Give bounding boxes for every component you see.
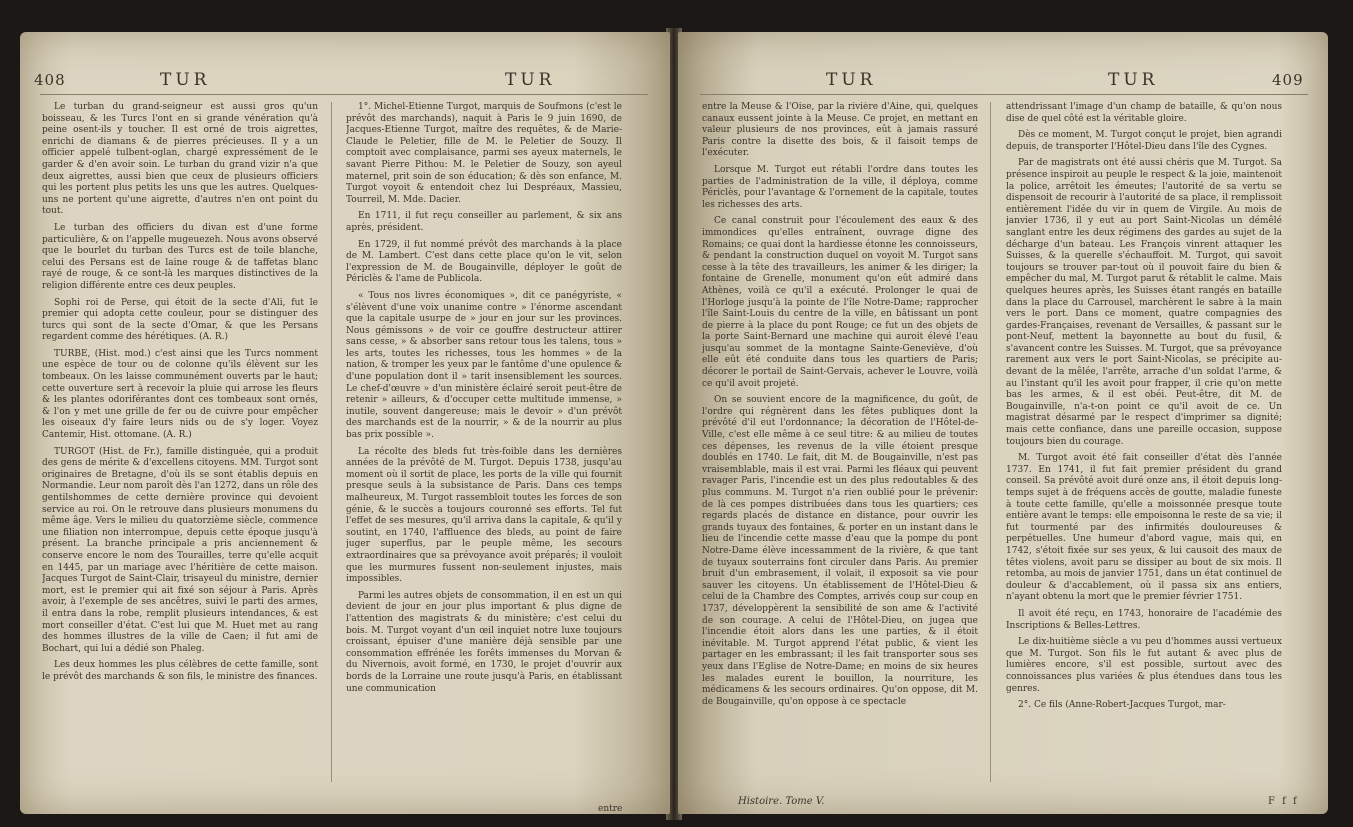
paragraph: La récolte des bleds fut très-foible dans les dernières années de la prévôté de M. Turgot. Depuis 1738, jusqu'au moment où il sortit de place, les ports de la ville qui fournit presque seuls à la subsistance de Paris. Dans ces temps malheureux, M. Turgot rassembloit toutes les forces de son génie, & le succès a toujours couronné ses efforts. Tel fut l'effet de ses mesures, qu'il arriva dans la capitale, & qu'il y soutint, en 1740, l'affluence des bleds, au point de faire juger superflus, par le peuple même, les secours extraordinaires que sa prévoyance avoit préparés; il vouloit que les murmures fussent non-seulement injustes, mais impossibles. bbox=[346, 446, 622, 585]
right-running-head-a: TUR bbox=[826, 70, 877, 90]
left-page bbox=[20, 32, 670, 814]
paragraph: 2°. Ce fils (Anne-Robert-Jacques Turgot, mar- bbox=[1018, 700, 1226, 711]
paragraph: entre la Meuse & l'Oise, par la rivière d'Aine, qui, quelques canaux eussent jointe à la Meuse. Ce projet, en mettant en valeur plusieurs de nos provinces, eût à jamais rassuré Paris contre la disette des bois, & il faisoit temps de l'exécuter. bbox=[702, 102, 978, 159]
paragraph: Lorsque M. Turgot eut rétabli l'ordre dans toutes les parties de l'administration de la ville, il déploya, comme Périclès, pour l'avantage & l'ornement de la capitale, toutes les richesses des arts. bbox=[702, 164, 978, 210]
right-running-head-b: TUR bbox=[1108, 70, 1159, 90]
left-running-head-b: TUR bbox=[505, 70, 556, 90]
catchword: entre bbox=[598, 804, 623, 814]
paragraph: Le turban du grand-seigneur est aussi gros qu'un boisseau, & les Turcs l'ont en si grande vénération qu'à peine osent-ils y toucher. Il est orné de trois aigrettes, enrichi de diamans & de pierres précieuses. Il y a un officier appelé tulbent-oglan, chargé expressément de le garder & d'en avoir soin. Le turban du grand vizir n'a que deux aigrettes, aussi bien que ceux de plusieurs officiers qui les portent plus petits les uns que les autres. Quelques-uns ne portent qu'une aigrette, d'autres n'en ont point du tout. bbox=[42, 102, 318, 217]
paragraph: En 1729, il fut nommé prévôt des marchands à la place de M. Lambert. C'est dans cette place qu'on le vit, selon l'expression de M. de Bougainville, déployer le goût de Périclès & l'ame de Publicola. bbox=[346, 239, 622, 285]
paragraph: Dès ce moment, M. Turgot conçut le projet, bien agrandi depuis, de transporter l'Hôtel-Dieu dans l'île des Cygnes. bbox=[1006, 130, 1282, 152]
paragraph: 1°. Michel-Etienne Turgot, marquis de Soufmons (c'est le prévôt des marchands), naquit à Paris le 9 juin 1690, de Jacques-Etienne Turgot, maître des requêtes, & de Marie-Claude le Peletier, fille de M. le Peletier de Souzy. Il comptoit avec complaisance, parmi ses ayeux maternels, le savant Pierre Pithou: M. le Peletier de Souzy, son ayeul maternel, prit soin de son éducation; & dès son enfance, M. Turgot voyoit & entendoit chez lui Despréaux, Massieu, Tourreil, M. Mde. Dacier. bbox=[346, 102, 622, 205]
paragraph: On se souvient encore de la magnificence, du goût, de l'ordre qui régnèrent dans les fêtes publiques dont la prévôté d'il eut l'ordonnance; la décoration de l'Hôtel-de-Ville, c'est elle même à ce seul titre: & au milieu de toutes ces dépenses, les revenus de la ville étoient presque doublés en 1740. Le fait, dit M. de Bougainville, n'est pas vraisemblable, mais il est vrai. Parmi les fléaux qui peuvent ravager Paris, l'incendie est un des plus redoutables & des plus communs. M. Turgot n'a rien oublié pour le prévenir: de là ces pompes distribuées dans tous les quartiers; ces regards placés de distance en distance, pour ouvrir les grands tuyaux des fontaines, & porter en un instant dans le lieu de l'incendie cette masse d'eau que la pompe du pont Notre-Dame élève incessamment de la rivière, & que tant de tuyaux souterrains font circuler dans Paris. Au premier bruit d'un embrasement, il volait, il exposoit sa vie pour sauver les citoyens. Un établissement de l'Hôtel-Dieu & celui de la Chambre des Comptes, arrivés coup sur coup en 1737, développèrent la sensibilité de son ame & l'activité de son courage. A celui de l'Hôtel-Dieu, on jugea que l'incendie étoit alors dans les une parties, & il étoit inévitable. M. Turgot apprend l'état public, & vient les partager en les embrassant; il les fait transporter sous ses yeux dans l'Eglise de Notre-Dame; en moins de six heures les malades eurent le bouillon, la nourriture, les médicamens & les secours ordinaires. Qu'on oppose, dit M. de Bougainville, qu'on oppose à ce spectacle bbox=[702, 395, 978, 707]
paragraph: Le turban des officiers du divan est d'une forme particulière, & on l'appelle mugeuezeh. Nous avons observé que le bourlet du turban des Turcs est de toile blanche, celui des Persans est de laine rouge & de taffetas blanc rayé de rouge, & ce sont-là les marques distinctives de la religion différente entre ces deux peuples. bbox=[42, 222, 318, 291]
paragraph: Par de magistrats ont été aussi chéris que M. Turgot. Sa présence inspiroit au peuple le respect & la joie, maintenoit la police, arrêtoit les émeutes; l'autorité de sa vertu se dispensoit de recourir à l'autorité de sa place, il remplissoit entièrement l'idée du vir in quem de Virgile. Au mois de janvier 1736, il y eut au port Saint-Nicolas un démêlé sanglant entre les deux régimens des gardes au sujet de la décharge d'un bateau. Les François vinrent attaquer les Suisses, & la querelle s'échauffoit. M. Turgot, qui savoit toujours se trouver par-tout où il pouvoit faire du bien & empêcher du mal, M. Turgot parut & rétablit le calme. Mais quelques heures après, les Suisses étant rangés en bataille dans la place du Carrousel, marchèrent le sabre à la main vers le port. Dans ce moment, quatre compagnies des gardes-Françaises, revenant de Versailles, & passant sur le pont-Neuf, mettent la bayonnette au bout du fusil, & s'avancent contre les Suisses. M. Turgot, que sa prévoyance rarement aux vers le port Saint-Nicolas, se précipite au-devant de la mêlée, l'arrête, arrache d'un soldat l'arme, & au l'instant qu'il les avoit pour frapper, il crie qu'on mette bas les armes, & il est obéi. Peut-être, dit M. de Bougainville, n'a-t-on point ce qu'il avoit de ce. Un magistrat désarmé par le respect d'imprimer sa dignité; mais cette confiance, dans une pareille occasion, suppose toujours bien du courage. bbox=[1006, 158, 1282, 447]
paragraph: En 1711, il fut reçu conseiller au parlement, & six ans après, président. bbox=[346, 211, 622, 233]
right-column-2 bbox=[1006, 102, 1282, 792]
paragraph: TURGOT (Hist. de Fr.), famille distinguée, qui a produit des gens de mérite & d'excellens citoyens. MM. Turgot sont originaires de Bretagne, d'où ils se sont établis depuis en Normandie. Leur nom paroît dès l'an 1272, dans un rôle des gentilshommes de cette dernière province qui devoient service au roi. On le retrouve dans plusieurs monumens du même âge. Vers le milieu du quatorzième siècle, commence une filiation non interrompue, depuis cette époque jusqu'à présent. La branche principale a pris anciennement & conserve encore le nom des Tourailles, terre qu'elle acquit en 1445, par un mariage avec l'héritière de cette maison. Jacques Turgot de Saint-Clair, trisayeul du ministre, dernier mort, est le premier qui ait fixé son séjour à Paris. Après avoir, à l'exemple de ses ancêtres, suivi le parti des armes, il entra dans la robe, remplit plusieurs intendances, & est mort conseiller d'état. C'est lui que M. Huet met au rang des hommes illustres de la ville de Caen; il fut ami de Bochart, qui lui a dédié son Phaleg. bbox=[42, 446, 318, 654]
left-running-head-a: TUR bbox=[160, 70, 211, 90]
signature-mark: F f f bbox=[1268, 796, 1299, 807]
paragraph: TURBE, (Hist. mod.) c'est ainsi que les Turcs nomment une espèce de tour ou de colonne qu'ils élèvent sur les tombeaux. On les laisse communément ouverts par le haut; cette ouverture sert à recevoir la pluie qui arrose les fleurs & les plantes odoriférantes dont ces tombeaux sont ornés, & l'on y met une grille de fer ou de cuivre pour empêcher les oiseaux d'y faire leurs nids ou de s'y loger. Voyez Cantemir, Hist. ottomane. (A. R.) bbox=[42, 348, 318, 441]
column-divider bbox=[331, 102, 332, 782]
paragraph: Il avoit été reçu, en 1743, honoraire de l'académie des Inscriptions & Belles-Lettres. bbox=[1006, 608, 1282, 631]
book-spread bbox=[14, 10, 1340, 820]
left-page-number: 408 bbox=[34, 71, 66, 89]
paragraph: M. Turgot avoit été fait conseiller d'état dès l'année 1737. En 1741, il fut fait premier président du grand conseil. Sa prévôté avoit duré onze ans, il étoit depuis long-temps sujet à de fréquens accès de goutte, maladie funeste à toute cette famille, qu'elle a moissonnée presque toute entière avant le temps: elle empoisonna le reste de sa vie; il fut tourmenté par des infirmités douloureuses & perpétuelles. Une humeur d'abord vague, mais qui, en 1742, s'étoit fixée sur ses yeux, & lui causoit des maux de têtes violens, avoit paru se dissiper au bout de six mois. Il retomba, au mois de janvier 1751, dans un état continuel de douleur & d'accablement, où il passa six ans entiers, n'ayant obtenu la mort que le premier février 1751. bbox=[1006, 453, 1282, 603]
column-divider bbox=[990, 102, 991, 782]
paragraph: « Tous nos livres économiques », dit ce panégyriste, « s'élèvent d'une voix unanime contre » l'énorme ascendant que la capitale usurpe de » jour en jour sur les provinces. Nous gémissons » de voir ce gouffre destructeur attirer sans cesse, » & absorber sans retour tous les talens, tous » les arts, toutes les richesses, tous les hommes » de la nation, & tromper les yeux par le fantôme d'une opulence & d'une population dont il » tarit insensiblement les sources. Le chef-d'œuvre » d'un ministère éclairé seroit peut-être de retenir » ailleurs, & d'occuper cette multitude immense, » inutile, souvent dangereuse; mais le devoir » d'un prévôt des marchands est de la nourrir, » & de la nourrir au plus bas prix possible ». bbox=[346, 290, 622, 441]
right-column-1 bbox=[702, 102, 978, 762]
left-column-1 bbox=[42, 102, 318, 802]
paragraph: attendrissant l'image d'un champ de bataille, & qu'on nous dise de quel côté est la véritable gloire. bbox=[1006, 102, 1282, 124]
right-page-number: 409 bbox=[1272, 71, 1304, 89]
paragraph: Sophi roi de Perse, qui étoit de la secte d'Ali, fut le premier qui adopta cette couleur, pour se distinguer des turcs qui sont de la secte d'Omar, & que les Persans regardent comme des hérétiques. (A. R.) bbox=[42, 297, 318, 343]
paragraph: Parmi les autres objets de consommation, il en est un qui devient de jour en jour plus important & plus digne de l'attention des magistrats & du ministère; c'est celui du bois. M. Turgot voyant d'un œil inquiet notre luxe toujours croissant, épuiser d'une manière déjà sensible par une consommation effrénée les forêts immenses du Morvan & du Nivernois, avoit formé, en 1730, le projet d'ouvrir aux bords de la Lorraine une route jusqu'à Paris, en établissant une communication bbox=[346, 590, 622, 694]
paragraph: Ce canal construit pour l'écoulement des eaux & des immondices qu'elles entraînent, ouvrage digne des Romains; ce quai dont la hardiesse étonne les connoisseurs, & pendant la construction duquel on voyoit M. Turgot sans cesse à la tête des travailleurs, les animer & les diriger; la fontaine de Grenelle, monument qu'on eût admiré dans Athènes, voilà ce qu'il a exécuté. Prolonger le quai de l'Horloge jusqu'à la pointe de l'île Notre-Dame; rapprocher l'île Saint-Louis du centre de la ville, en bâtissant un pont de pierre à la place du pont Rouge; ce fut un des objets de la porte Saint-Bernard une machine qui auroit élevé l'eau jusqu'au sommet de la montagne Sainte-Geneviève, d'où elle eût été conduite dans tous les quartiers de Paris; décorer le portail de Saint-Gervais, achever le Louvre, voilà ce qu'il avoit projeté. bbox=[702, 216, 978, 389]
paragraph: Le dix-huitième siècle a vu peu d'hommes aussi vertueux que M. Turgot. Son fils le fut autant & avec plus de lumières encore, s'il est possible, surtout avec des connoissances plus variées & plus étendues dans tous les genres. bbox=[1006, 637, 1282, 694]
left-column-2 bbox=[346, 102, 622, 802]
volume-footer: Histoire. Tome V. bbox=[738, 796, 825, 807]
left-header-rule bbox=[40, 94, 648, 95]
paragraph: Les deux hommes les plus célèbres de cette famille, sont le prévôt des marchands & son fils, le ministre des finances. bbox=[42, 660, 318, 682]
right-header-rule bbox=[700, 94, 1308, 95]
right-page bbox=[678, 32, 1328, 814]
